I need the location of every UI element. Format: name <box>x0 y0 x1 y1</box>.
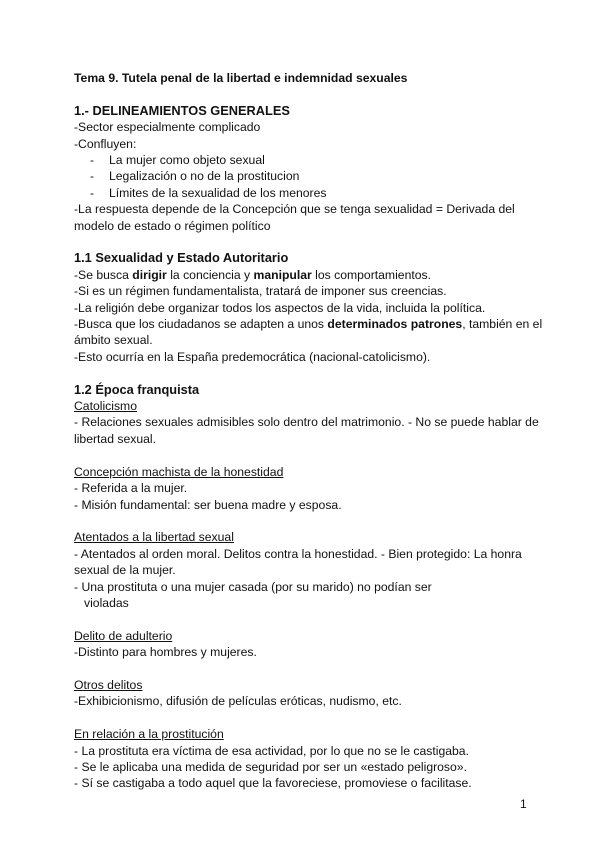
bold-text: determinados patrones <box>327 317 463 332</box>
paragraph-line <box>74 316 544 349</box>
paragraph-line: -La respuesta depende de la Concepción que se tenga sexualidad = Derivada del modelo de estado o régimen político <box>74 202 515 233</box>
section-heading-1-2: 1.2 Época franquista <box>74 381 200 397</box>
subheading-prostitucion: En relación a la prostitución <box>74 727 224 742</box>
text-run: -Busca que los ciudadanos se adapten a unos <box>74 317 328 332</box>
subheading-adulterio: Delito de adulterio <box>74 628 173 643</box>
section-heading-1-1: 1.1 Sexualidad y Estado Autoritario <box>74 250 289 266</box>
paragraph-line: - Una prostituta o una mujer casada (por su marido) no podían ser <box>74 579 432 594</box>
subheading-atentados: Atentados a la libertad sexual <box>74 530 234 545</box>
paragraph-line: -Sector especialmente complicado <box>74 120 261 135</box>
paragraph-line: -Confluyen: <box>74 136 137 151</box>
paragraph-line: - Misión fundamental: ser buena madre y esposa. <box>74 497 342 512</box>
document-page <box>74 70 544 792</box>
text-run: la conciencia y <box>166 267 254 282</box>
subheading-honestidad: Concepción machista de la honestidad <box>74 464 284 479</box>
paragraph-line: - Se le aplicaba una medida de seguridad por ser un «estado peligroso». <box>74 759 467 774</box>
paragraph-line: - La prostituta era víctima de esa actividad, por lo que no se le castigaba. <box>74 743 469 758</box>
paragraph-line: - Relaciones sexuales admisibles solo dentro del matrimonio. - No se puede hablar de libertad sexual. <box>74 415 539 446</box>
paragraph-line: -Exhibicionismo, difusión de películas eróticas, nudismo, etc. <box>74 694 402 709</box>
paragraph-line: -Esto ocurría en la España predemocrática (nacional-catolicismo). <box>74 349 431 364</box>
subheading-catolicismo: Catolicismo <box>74 399 137 414</box>
bold-text: manipular <box>253 267 312 282</box>
document-title: Tema 9. Tutela penal de la libertad e indemnidad sexuales <box>74 71 408 85</box>
subheading-otros-delitos: Otros delitos <box>74 677 143 692</box>
paragraph-line: -La religión debe organizar todos los aspectos de la vida, incluida la política. <box>74 300 486 315</box>
paragraph-line: violadas <box>84 595 129 610</box>
text-run: , también en el ámbito sexual. <box>74 317 543 348</box>
paragraph-line: -Si es un régimen fundamentalista, tratará de imponer sus creencias. <box>74 284 447 299</box>
paragraph-line: - Atentados al orden moral. Delitos contra la honestidad. - Bien protegido: La honra sexual de la mujer. <box>74 546 522 578</box>
text-run: -Se busca <box>74 267 133 282</box>
paragraph-line: -Distinto para hombres y mujeres. <box>74 645 257 660</box>
paragraph-line: - Sí se castigaba a todo aquel que la favoreciese, promoviese o facilitase. <box>74 776 472 791</box>
list-item: - La mujer como objeto sexual <box>74 152 544 168</box>
bold-text: dirigir <box>132 267 167 282</box>
list-item: - Límites de la sexualidad de los menores <box>74 185 544 201</box>
page-number: 1 <box>520 797 527 811</box>
paragraph-line <box>74 267 544 283</box>
section-heading-1: 1.- DELINEAMIENTOS GENERALES <box>74 102 290 118</box>
list-item: - Legalización o no de la prostitucion <box>74 168 544 184</box>
paragraph-line: - Referida a la mujer. <box>74 481 188 496</box>
text-run: los comportamientos. <box>311 267 431 282</box>
bullet-list <box>74 152 544 201</box>
